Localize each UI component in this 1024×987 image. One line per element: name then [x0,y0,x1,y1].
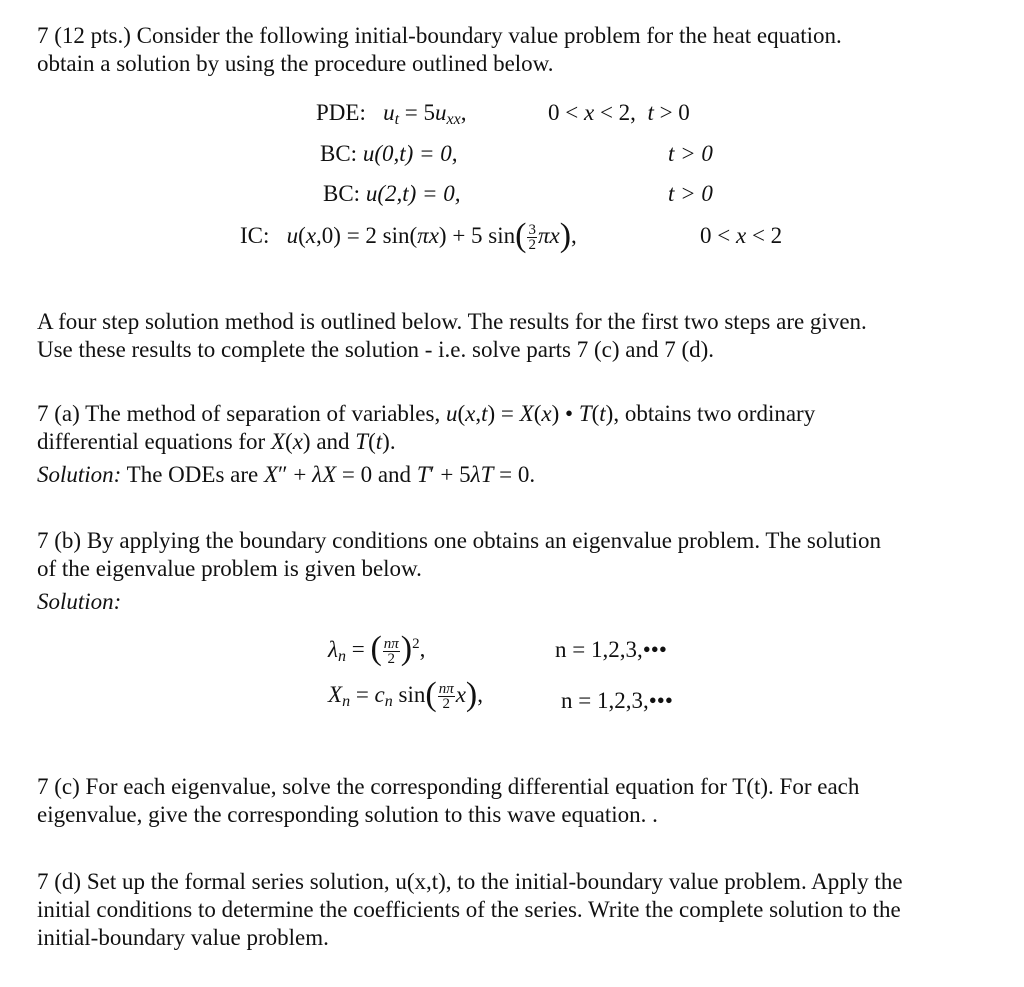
bc2-line [323,180,461,208]
bc1-line [320,140,458,168]
intro-line-2: Use these results to complete the solution - i.e. solve parts 7 (c) and 7 (d). [37,337,715,362]
bc2-condition: t > 0 [668,181,713,206]
ic-line: IC: u(x,0) = 2 sin(πx) + 5 sin( $\frac{3}{2}$ πx), [240,216,577,254]
eigenvalue-equation: $\lambda_n$ = ( $\frac{n\pi}{2}$ )$^2$, [328,630,426,668]
bc1-label: BC: [320,141,358,166]
ic-label: IC: [240,223,270,248]
ic-domain: 0 < x < 2 [700,223,783,248]
intro-line-1: A four step solution method is outlined below. The results for the first two steps are given. [37,309,867,334]
part-b-solution-label: Solution: [37,589,122,614]
eigenfunction-equation: $X_n = c_n$ sin( $\frac{n\pi}{2}$ x), [328,675,483,713]
part-a-line-1: 7 (a) The method of separation of variables, u(x,t) = X(x) • T(t), obtains two ordinary [37,401,816,426]
part-c-line-2: eigenvalue, give the corresponding solution to this wave equation. . [37,802,658,827]
part-b-line-1: 7 (b) By applying the boundary conditions one obtains an eigenvalue problem. The solution [37,528,882,553]
pde-label: PDE: [316,100,366,125]
part-a-line-2: differential equations for X(x) and T(t). [37,429,396,454]
eigenvalue-n-range: n = 1,2,3,••• [555,637,667,662]
part-a-solution-label: Solution: [37,462,122,487]
part-c-line-1: 7 (c) For each eigenvalue, solve the corresponding differential equation for T(t). For each [37,774,860,799]
part-b-line-2: of the eigenvalue problem is given below. [37,556,422,581]
bc2-equation: u(2,t) = 0, [365,181,461,206]
pde-domain: 0 < x < 2, t > 0 [548,100,690,125]
part-d-line-3: initial-boundary value problem. [37,925,329,950]
problem-header-line-1: 7 (12 pts.) Consider the following initial-boundary value problem for the heat equation. [37,23,842,48]
bc1-condition: t > 0 [668,141,713,166]
eigenfunction-n-range: n = 1,2,3,••• [561,688,673,713]
part-d-line-2: initial conditions to determine the coefficients of the series. Write the complete solution to the [37,897,901,922]
part-d-line-1: 7 (d) Set up the formal series solution, u(x,t), to the initial-boundary value problem. Apply the [37,869,903,894]
bc2-label: BC: [323,181,361,206]
problem-header-line-2: obtain a solution by using the procedure outlined below. [37,51,554,76]
part-a-solution: Solution: The ODEs are X″ + λX = 0 and T′ + 5λT = 0. [37,462,536,487]
bc1-equation: u(0,t) = 0, [362,141,458,166]
pde-line: PDE: $u_t = 5u_{xx}$, [316,100,467,128]
